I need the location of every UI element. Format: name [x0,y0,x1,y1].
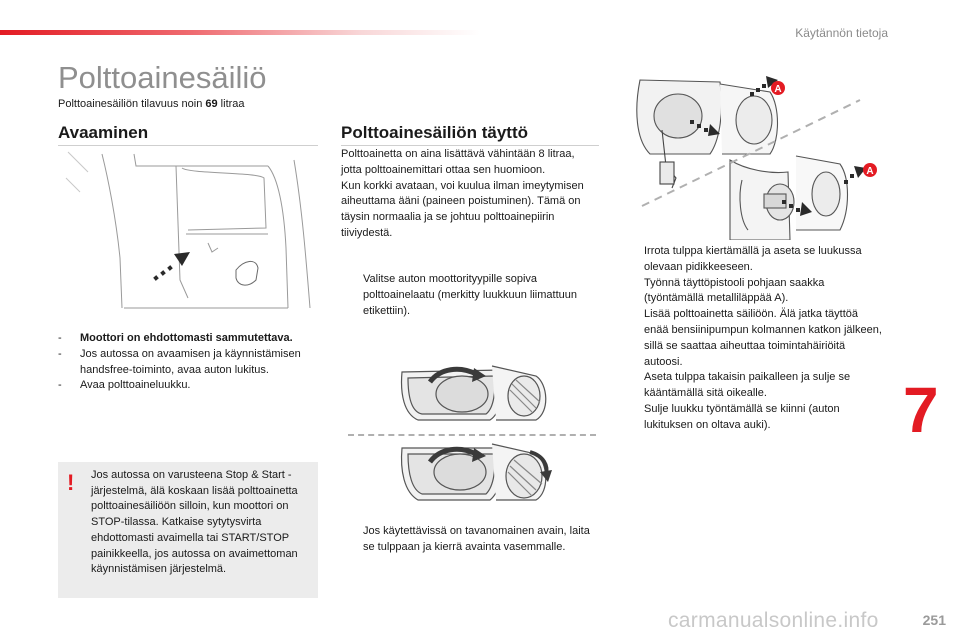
right-step: Sulje luukku työntämällä se kiinni (auton lukituksen on oltava auki). [644,402,840,431]
page-title: Polttoainesäiliö [58,60,267,95]
chapter-number: 7 [903,374,939,446]
capacity-text: Polttoainesäiliön tilavuus noin 69 litraa [58,98,245,110]
warning-exclamation-icon: ! [67,470,75,495]
refuel-rule [341,145,599,146]
fuel-nozzle-flap-illustration [620,70,880,240]
fuel-cap-key-illustration [396,440,556,512]
van-rear-illustration [58,148,318,313]
illustration-divider [348,434,596,436]
opening-step: - Jos autossa on avaamisen ja käynnistämisen handsfree-toiminto, avaa auton lukitus. [58,347,301,376]
refuel-intro: Polttoainetta on aina lisättävä vähintään 8 litraa, jotta polttoainemittari ottaa sen huomioon. Kun korkki avataan, voi kuulua ilman imeytymisen aiheuttama ääni (paineen poistuminen). Tämä on täysin normaalia ja se johtuu polttoainepiirin tiiviydestä. [341,148,584,239]
page-number: 251 [922,612,946,628]
fuel-flap-cap-closed-illustration [396,354,556,430]
section-label: Käytännön tietoja [795,26,888,40]
label-a-text: A [774,84,782,95]
opening-steps [58,331,320,394]
label-a-text: A [866,166,874,177]
opening-step: - Moottori on ehdottomasti sammutettava. [58,332,293,344]
capacity-value: 69 [205,98,218,110]
warning-box [58,462,318,598]
opening-step: - Avaa polttoaineluukku. [58,379,191,392]
warning-text: Jos autossa on varusteena Stop & Start -järjestelmä, älä koskaan lisää polttoainetta polttoainesäiliöön silloin, kun moottori on STOP-tilassa. Katkaise sytytysvirta ehdottomasti avaimella tai START/STOP painikkeella, jos autossa on avaimettoman käynnistämisen järjestelmä. [91,469,298,576]
refuel-heading: Polttoainesäiliön täyttö [341,123,529,142]
refuel-step-select: Valitse auton moottorityypille sopiva polttoainelaatu (merkitty luukkuun liimattuun etikettiin). [363,273,578,317]
opening-heading: Avaaminen [58,123,149,142]
header-accent-bar [0,30,480,35]
right-step: Aseta tulppa takaisin paikalleen ja sulje se kääntämällä sitä oikealle. [644,371,851,400]
watermark: carmanualsonline.info [668,609,879,632]
right-step: Työnnä täyttöpistooli pohjaan saakka (työntämällä metalliläppää A). [644,276,825,305]
right-steps [622,244,884,434]
right-step: Irrota tulppa kiertämällä ja aseta se luukussa olevaan pidikkeeseen. [644,245,862,273]
opening-rule [58,145,318,146]
right-step: Lisää polttoainetta säiliöön. Älä jatka täyttöä enää bensiinipumpun kolmannen katkon jälkeen, sillä se saattaa aiheuttaa toimintahäiriöitä autoosi. [644,308,882,368]
refuel-step-key: Jos käytettävissä on tavanomainen avain, laita se tulppaan ja kierrä avainta vasemmalle. [363,525,590,553]
